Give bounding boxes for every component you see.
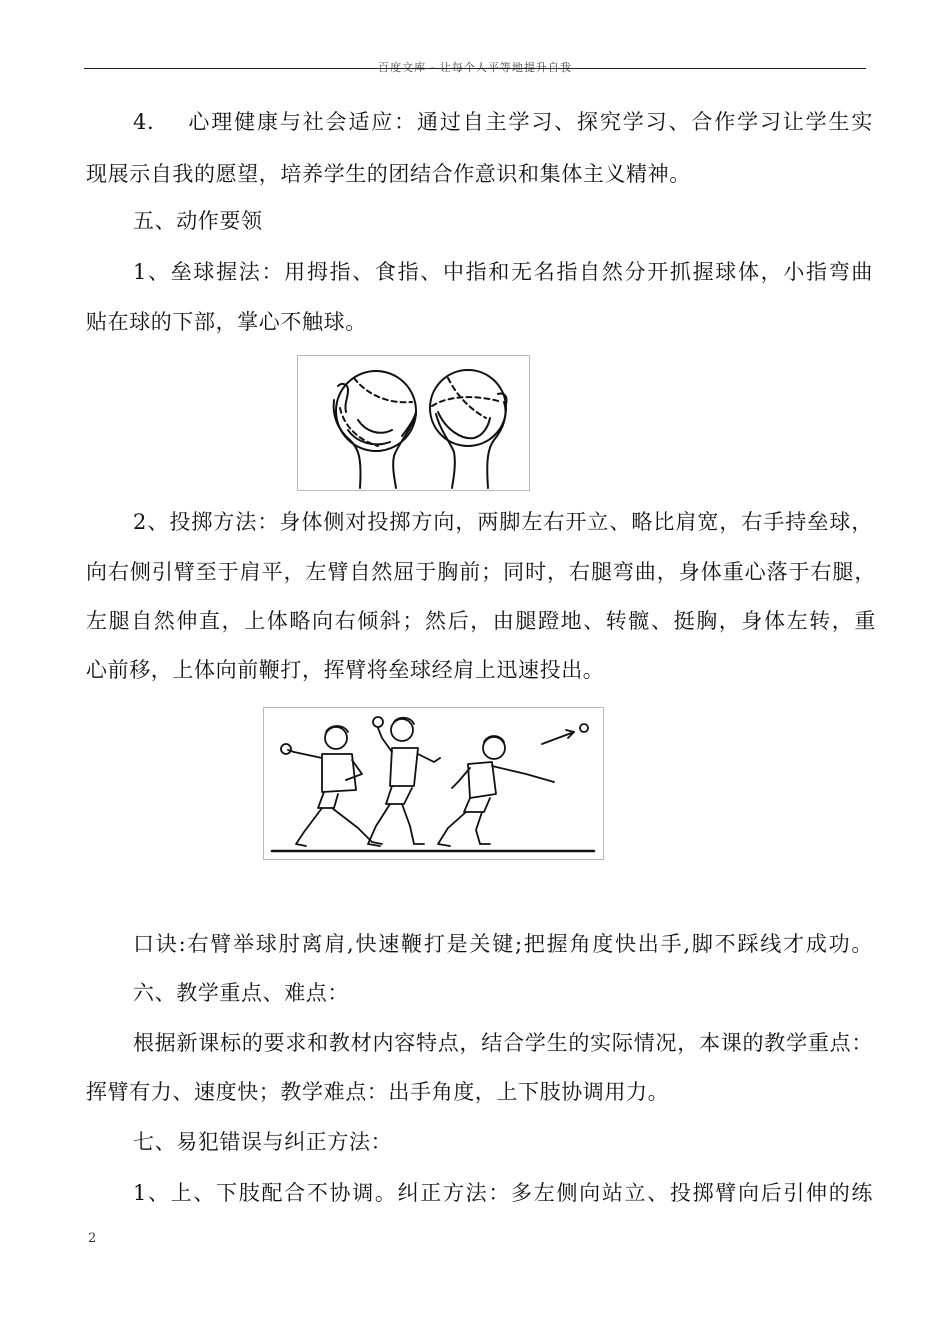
paragraph-line: 1、垒球握法：用拇指、食指、中指和无名指自然分开抓握球体，小指弯曲 bbox=[133, 260, 873, 284]
paragraph-line: 根据新课标的要求和教材内容特点，结合学生的实际情况，本课的教学重点： bbox=[133, 1031, 873, 1055]
section-heading: 七、易犯错误与纠正方法： bbox=[133, 1130, 393, 1154]
section-heading: 六、教学重点、难点： bbox=[133, 981, 349, 1005]
grip-illustration bbox=[297, 355, 530, 491]
paragraph-line: 心前移，上体向前鞭打，挥臂将垒球经肩上迅速投出。 bbox=[86, 658, 605, 682]
paragraph-line: 2、投掷方法：身体侧对投掷方向，两脚左右开立、略比肩宽，右手持垒球， bbox=[133, 510, 873, 534]
page-number: 2 bbox=[88, 1231, 97, 1246]
paragraph-line: 向右侧引臂至于肩平，左臂自然屈于胸前；同时，右腿弯曲，身体重心落于右腿， bbox=[86, 560, 876, 584]
page-header: 百度文库 - 让每个人平等地提升自我 bbox=[378, 61, 572, 74]
paragraph-line: 4. 心理健康与社会适应：通过自主学习、探究学习、合作学习让学生实 bbox=[133, 110, 873, 134]
header-rule bbox=[84, 68, 866, 69]
paragraph-line: 口诀:右臂举球肘离肩,快速鞭打是关键;把握角度快出手,脚不踩线才成功。 bbox=[133, 932, 873, 956]
paragraph-line: 左腿自然伸直，上体略向右倾斜；然后，由腿蹬地、转髋、挺胸，身体左转，重 bbox=[86, 609, 876, 633]
paragraph-line: 挥臂有力、速度快；教学难点：出手角度，上下肢协调用力。 bbox=[86, 1080, 670, 1104]
section-heading: 五、动作要领 bbox=[133, 209, 263, 233]
paragraph-line: 1、上、下肢配合不协调。纠正方法：多左侧向站立、投掷臂向后引伸的练 bbox=[133, 1181, 873, 1205]
paragraph-line: 贴在球的下部，掌心不触球。 bbox=[86, 310, 367, 334]
throwing-sequence-illustration bbox=[263, 707, 604, 860]
paragraph-line: 现展示自我的愿望，培养学生的团结合作意识和集体主义精神。 bbox=[86, 162, 691, 186]
